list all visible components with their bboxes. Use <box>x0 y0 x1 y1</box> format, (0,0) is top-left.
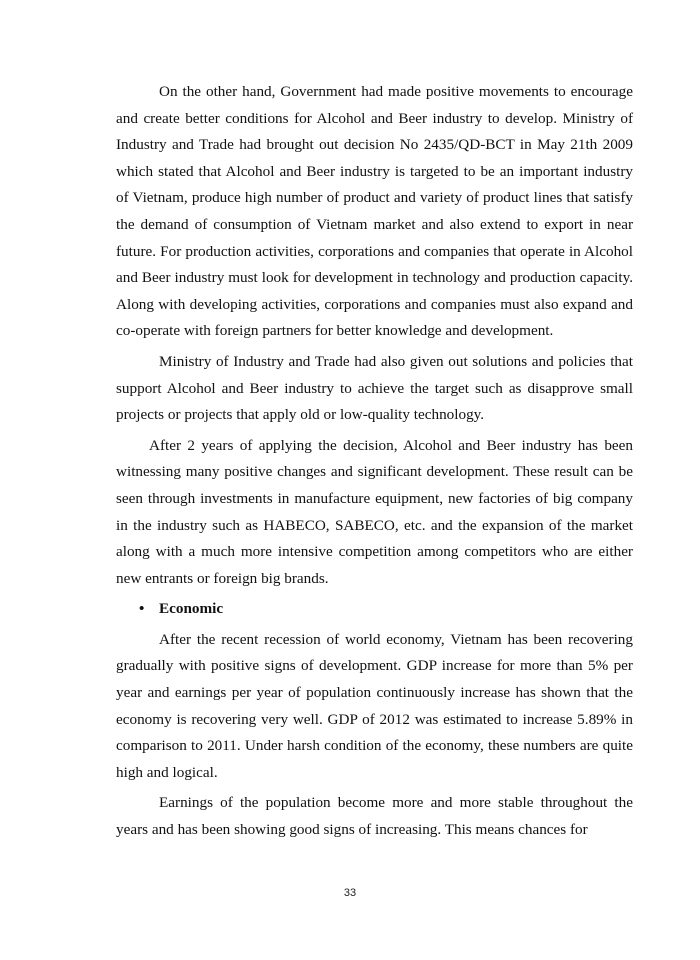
bullet-icon: • <box>139 600 145 618</box>
paragraph-industry-results: After 2 years of applying the decision, Alcohol and Beer industry has been witnessing many positive changes and significant development. These result can be seen through investments in manufacture equipment, new factories of big company in the industry such as HABECO, SABECO, etc. and the expansion of the market along with a much more intensive competition among competitors who are either new entrants or foreign big brands. <box>116 436 633 587</box>
paragraph-economic-recovery: After the recent recession of world economy, Vietnam has been recovering gradually with positive signs of development. GDP increase for more than 5% per year and earnings per year of population continuously increase has shown that the economy is recovering very well. GDP of 2012 was estimated to increase 5.89% in comparison to 2011. Under harsh condition of the economy, these numbers are quite high and logical. <box>116 630 633 781</box>
section-heading-label: Economic <box>159 600 224 618</box>
section-heading-economic <box>116 596 633 623</box>
page-body <box>116 79 633 844</box>
paragraph-ministry-solutions: Ministry of Industry and Trade had also given out solutions and policies that support Alcohol and Beer industry to achieve the target such as disapprove small projects or projects that apply old or low-quality technology. <box>116 352 633 424</box>
page-number: 33 <box>343 887 357 899</box>
paragraph-population-earnings: Earnings of the population become more and more stable throughout the years and has been showing good signs of increasing. This means chances for <box>116 794 633 839</box>
paragraph-government-movements: On the other hand, Government had made positive movements to encourage and create better conditions for Alcohol and Beer industry to develop. Ministry of Industry and Trade had brought out decision No 2435/QD-BCT in May 21th 2009 which stated that Alcohol and Beer industry is targeted to be an important industry of Vietnam, produce high number of product and variety of product lines that satisfy the demand of consumption of Vietnam market and also extend to export in near future. For production activities, corporations and companies that operate in Alcohol and Beer industry must look for development in technology and production capacity. Along with developing activities, corporations and companies must also expand and co-operate with foreign partners for better knowledge and development. <box>116 83 633 340</box>
